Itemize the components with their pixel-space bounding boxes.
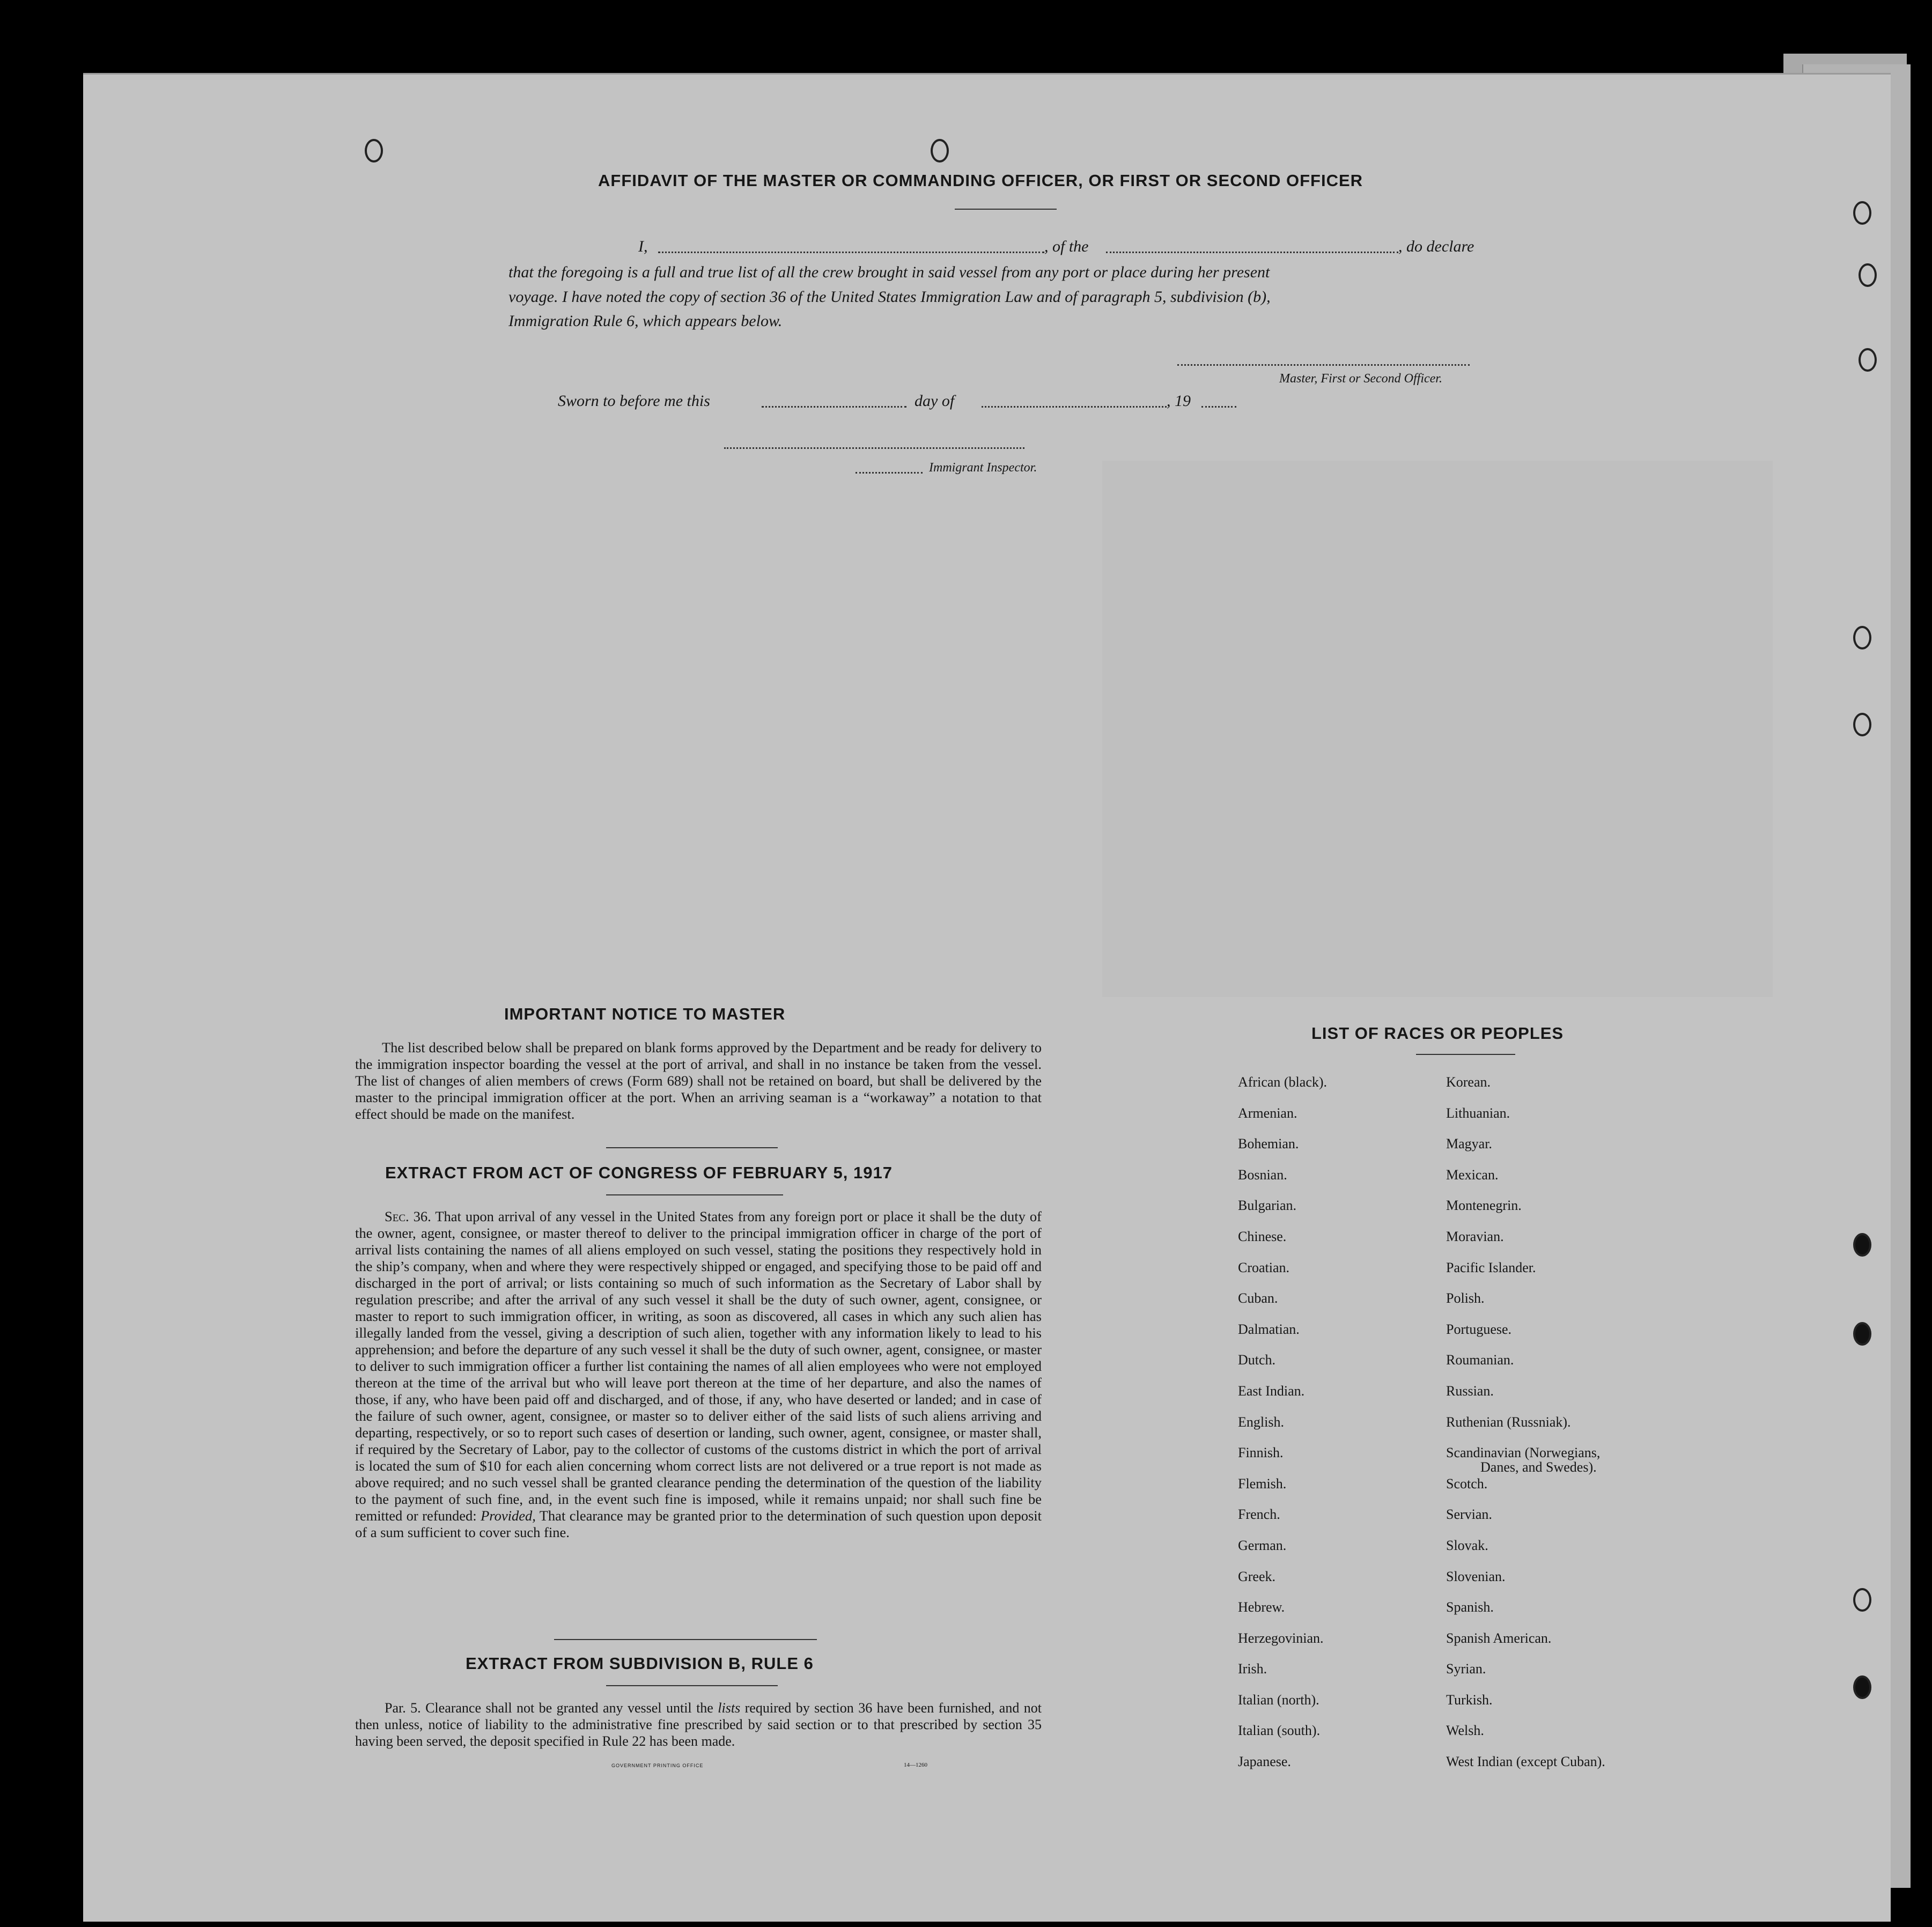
race-item: Cuban. (1238, 1290, 1278, 1306)
punch-hole-right (1853, 201, 1871, 225)
sworn-month-blank (982, 406, 1167, 408)
race-item: Mexican. (1446, 1166, 1499, 1183)
race-item: Bulgarian. (1238, 1198, 1297, 1214)
sworn-year-label: , 19 (1167, 392, 1191, 410)
punch-hole-right (1853, 1588, 1871, 1612)
race-item: Dutch. (1238, 1352, 1276, 1368)
race-item: Irish. (1238, 1661, 1267, 1677)
punch-hole-right (1859, 263, 1877, 287)
race-item: Turkish. (1446, 1692, 1493, 1708)
affidavit-line-2: that the foregoing is a full and true list of all the crew brought in said vessel from any port or place during her present (508, 263, 1270, 281)
bleed-through-area (1102, 461, 1773, 997)
race-item: Armenian. (1238, 1105, 1297, 1121)
rule-text-b: required by section 36 have been furnished, and not then unless, notice of liability to the administrative fine prescribed by said section or to that prescribed by section 35 having been served, the deposit specified in Rule 22 has been made. (355, 1700, 1042, 1749)
printer-imprint: GOVERNMENT PRINTING OFFICE (611, 1763, 704, 1768)
race-scandinavian-continued: Danes, and Swedes). (1480, 1459, 1597, 1475)
race-item: Finnish. (1238, 1445, 1284, 1461)
punch-hole-right (1853, 626, 1871, 649)
race-item: Korean. (1446, 1074, 1491, 1090)
race-item: Greek. (1238, 1568, 1276, 1584)
race-item: German. (1238, 1537, 1287, 1553)
act-end-divider (554, 1639, 817, 1640)
notice-heading: IMPORTANT NOTICE TO MASTER (504, 1005, 786, 1023)
name-blank (658, 252, 1044, 253)
race-item: Welsh. (1446, 1723, 1484, 1739)
of-the-label: , of the (1044, 238, 1089, 255)
race-item: Ruthenian (Russniak). (1446, 1414, 1571, 1430)
punch-hole-right (1853, 1322, 1871, 1346)
race-item: Pacific Islander. (1446, 1259, 1536, 1275)
race-item: French. (1238, 1507, 1280, 1523)
notice-text: The list described below shall be prepared on blank forms approved by the Department and be ready for delivery to the immigration inspector boarding the vessel at the port of arrival, and shall in no instance be taken from the vessel. The list of changes of alien members of crews (Form 689) shall not be retained on board, but shall be delivered by the master to the principal immigration officer at the port. When an arriving seaman is a “workaway” a notation to that effect should be made on the manifest. (355, 1039, 1042, 1122)
sworn-day-label: day of (915, 392, 955, 410)
race-item: Scotch. (1446, 1475, 1488, 1492)
act-heading: EXTRACT FROM ACT OF CONGRESS OF FEBRUARY 5, 1917 (385, 1163, 893, 1182)
inspector-signature-line (724, 447, 1024, 449)
act-text: That upon arrival of any vessel in the United States from any foreign port or place it shall be the duty of the owner, agent, consignee, or master thereof to deliver to the principal immigration officer in charge of the port of arrival lists containing the names of all aliens employed on such vessel, stating the positions they respectively hold in the ship’s company, when and where they were respectively shipped or engaged, and specifying those to be paid off and discharged in the port of arrival; or lists containing so much of such information as the Secretary of Labor shall by regulation prescribe; and after the arrival of any such vessel it shall be the duty of such owner, agent, consignee, or master to report to such immigration officer, in writing, as soon as discovered, all cases in which any such alien has illegally landed from the vessel, giving a description of such alien, together with any information likely to lead to his apprehension; and before the departure of any such vessel it shall be the duty of such owner, agent, consignee, or master to deliver to such immigration officer a further list containing the names of all alien employees who were not employed thereon at the time of the arrival but who will leave port thereon at the time of her departure, and also the names of those, if any, who have been paid off and discharged, and of those, if any, who have deserted or landed; and in case of the failure of such owner, agent, consignee, or master so to deliver either of the said lists of such aliens arriving and departing, respectively, or so to report such cases of desertion or landing, such owner, agent, consignee, or master shall, if required by the Secretary of Labor, pay to the collector of customs of the customs district in which the port of arrival is located the sum of $10 for each alien concerning whom correct lists are not delivered or a true report is not made as above required; and no such vessel shall be granted clearance pending the determination of the question of the liability to the payment of such fine, and, in the event such fine is imposed, while it remains unpaid; nor shall such fine be remitted or refunded: (355, 1208, 1042, 1524)
race-item: Japanese. (1238, 1754, 1291, 1770)
master-caption: Master, First or Second Officer. (1279, 372, 1442, 386)
race-item: Bosnian. (1238, 1166, 1287, 1183)
sworn-day-blank (762, 406, 906, 408)
race-item: East Indian. (1238, 1383, 1305, 1399)
race-item: Italian (north). (1238, 1692, 1319, 1708)
race-item: Portuguese. (1446, 1321, 1512, 1337)
race-item: Syrian. (1446, 1661, 1486, 1677)
punch-hole-top-center (931, 139, 949, 163)
rule-heading: EXTRACT FROM SUBDIVISION B, RULE 6 (466, 1654, 814, 1673)
master-signature-line (1177, 364, 1470, 366)
race-item: Croatian. (1238, 1259, 1290, 1275)
notice-divider (606, 1147, 778, 1148)
rule-text (355, 1700, 1042, 1749)
race-item: Italian (south). (1238, 1723, 1321, 1739)
act-divider (606, 1194, 783, 1195)
rule-text-a: Par. 5. Clearance shall not be granted any vessel until the (385, 1700, 713, 1716)
act-section-36 (355, 1208, 1042, 1541)
race-item: Flemish. (1238, 1475, 1287, 1492)
act-section-label: Sec. 36. (385, 1208, 431, 1224)
race-item: Spanish American. (1446, 1630, 1552, 1646)
race-item: African (black). (1238, 1074, 1328, 1090)
race-item: Chinese. (1238, 1228, 1287, 1244)
race-item: Herzegovinian. (1238, 1630, 1324, 1646)
race-item: Bohemian. (1238, 1136, 1299, 1152)
race-item: Montenegrin. (1446, 1198, 1522, 1214)
vessel-blank (1106, 252, 1398, 253)
race-item: Hebrew. (1238, 1599, 1285, 1615)
inspector-caption-lead (856, 472, 923, 474)
act-text-end: That clearance may be granted prior to the determination of such question upon deposit of a sum sufficient to cover such fine. (355, 1508, 1042, 1540)
race-item: Lithuanian. (1446, 1105, 1510, 1121)
races-heading: LIST OF RACES OR PEOPLES (1311, 1024, 1564, 1043)
races-divider (1416, 1054, 1515, 1055)
race-item: Dalmatian. (1238, 1321, 1300, 1337)
act-provided: Provided, (481, 1508, 536, 1524)
form-number: 14—1260 (904, 1762, 927, 1768)
race-item: Roumanian. (1446, 1352, 1514, 1368)
race-item: West Indian (except Cuban). (1446, 1754, 1605, 1770)
affidavit-line-4: Immigration Rule 6, which appears below. (508, 312, 783, 330)
affidavit-heading: AFFIDAVIT OF THE MASTER OR COMMANDING OFFICER, OR FIRST OR SECOND OFFICER (598, 171, 1363, 190)
race-item: Spanish. (1446, 1599, 1494, 1615)
race-item: Scandinavian (Norwegians, (1446, 1445, 1601, 1461)
declarant-pronoun: I, (638, 238, 648, 255)
punch-hole-right (1859, 348, 1877, 372)
punch-hole-right (1853, 1233, 1871, 1257)
race-item: Moravian. (1446, 1228, 1504, 1244)
races-column-right (1446, 1067, 1725, 1777)
heading-divider (955, 209, 1057, 210)
inspector-caption: Immigrant Inspector. (929, 461, 1037, 475)
rule-lists: lists (718, 1700, 741, 1716)
affidavit-line-3: voyage. I have noted the copy of section 36 of the United States Immigration Law and of paragraph 5, subdivision (b), (508, 288, 1271, 306)
race-item: Magyar. (1446, 1136, 1492, 1152)
races-column-left (1238, 1067, 1426, 1777)
document-page (83, 73, 1891, 1922)
punch-hole-right (1853, 713, 1871, 736)
race-item: Russian. (1446, 1383, 1494, 1399)
punch-hole-right (1853, 1675, 1871, 1699)
sworn-year-blank (1201, 406, 1236, 408)
race-item: English. (1238, 1414, 1284, 1430)
rule-divider (606, 1685, 778, 1686)
race-item: Polish. (1446, 1290, 1485, 1306)
sworn-prefix: Sworn to before me this (558, 392, 710, 410)
race-item: Slovenian. (1446, 1568, 1506, 1584)
race-item: Slovak. (1446, 1537, 1488, 1553)
punch-hole-top-left (365, 139, 383, 163)
race-item: Servian. (1446, 1507, 1492, 1523)
declare-label: , do declare (1398, 238, 1474, 255)
